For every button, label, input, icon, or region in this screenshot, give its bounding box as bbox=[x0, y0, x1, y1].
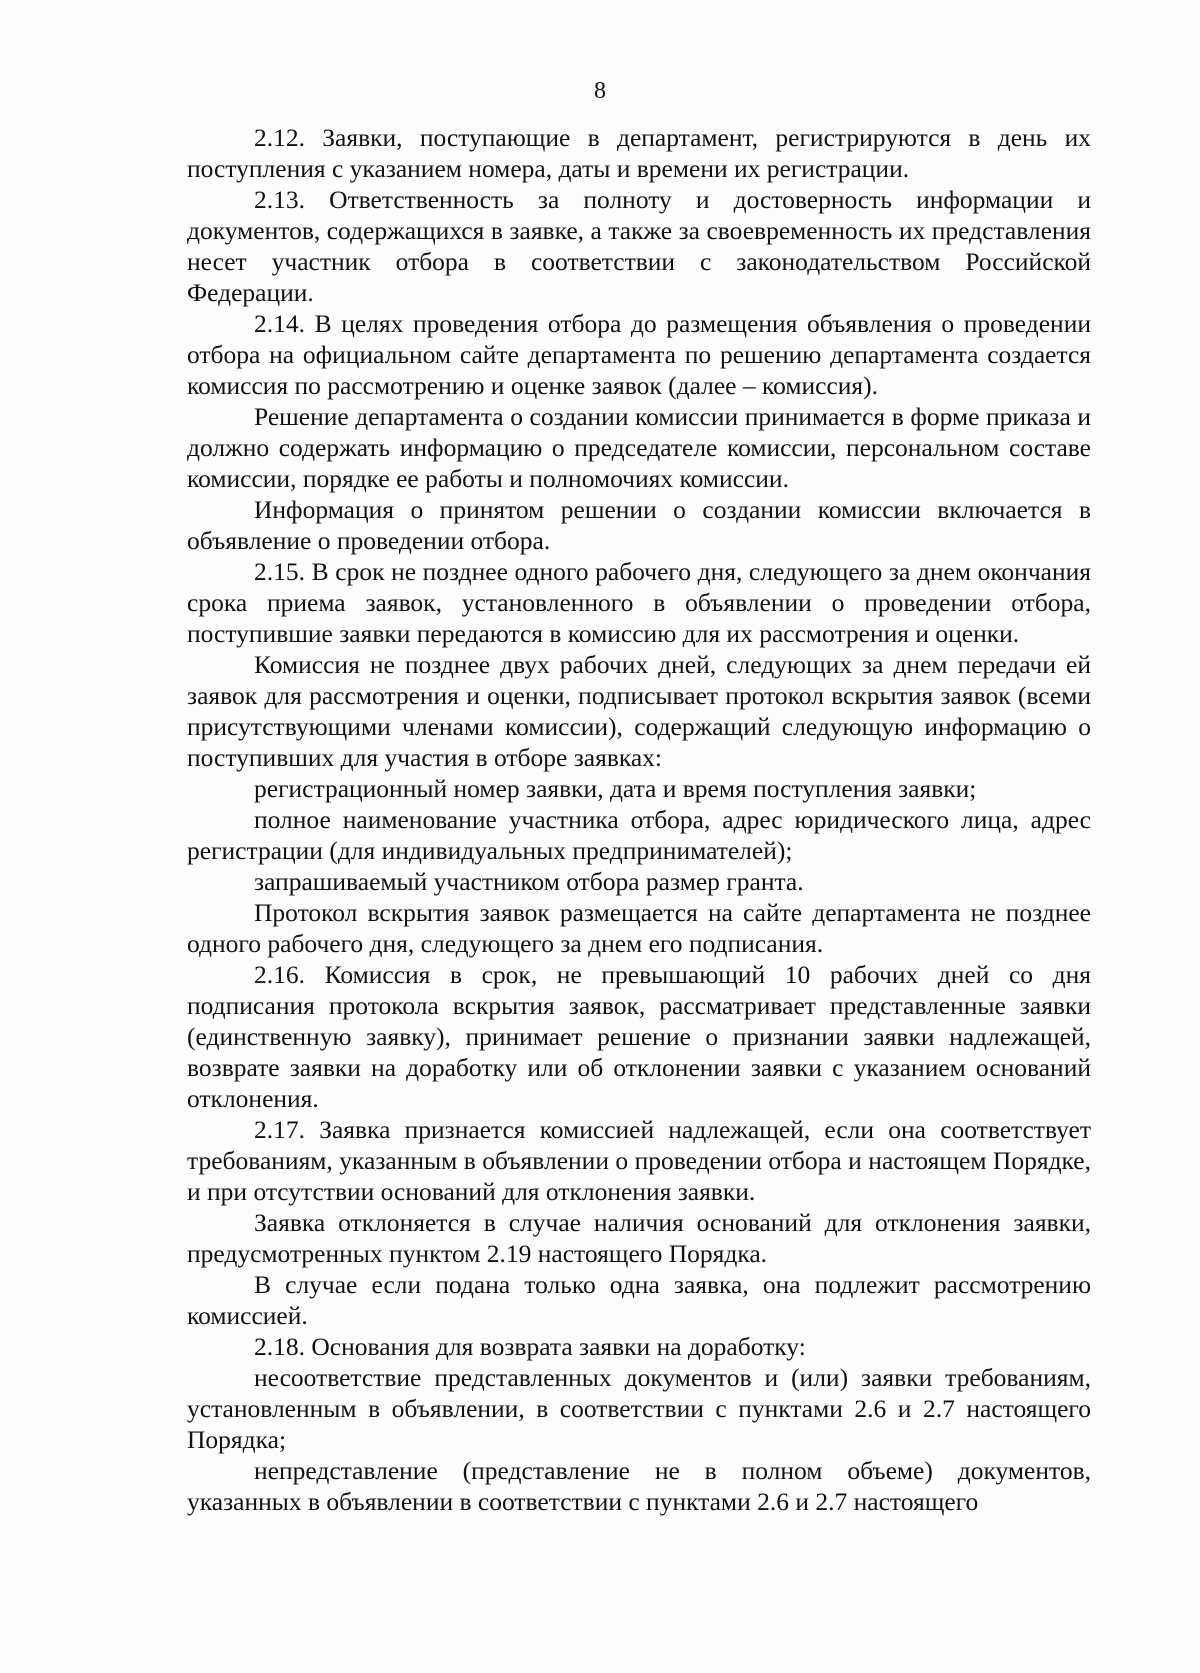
list-item: регистрационный номер заявки, дата и время поступления заявки; bbox=[254, 774, 977, 803]
paragraph: 2.16. Комиссия в срок, не превышающий 10 рабочих дней со дня подписания протокола вскрытия заявок, рассматривает представленные заявки (единственную заявку), принимает решение о признании заявки надлежащей, возврате заявки на доработку или об отклонении заявки с указанием оснований отклонения. bbox=[187, 960, 1091, 1113]
paragraph: Решение департамента о создании комиссии принимается в форме приказа и должно содержать информацию о председателе комиссии, персональном составе комиссии, порядке ее работы и полномочиях комиссии. bbox=[187, 402, 1091, 493]
paragraph: 2.17. Заявка признается комиссией надлежащей, если она соответствует требованиям, указанным в объявлении о проведении отбора и настоящем Порядке, и при отсутствии оснований для отклонения заявки. bbox=[187, 1115, 1091, 1206]
paragraph: 2.12. Заявки, поступающие в департамент, регистрируются в день их поступления с указанием номера, даты и времени их регистрации. bbox=[187, 123, 1091, 183]
paragraph: 2.18. Основания для возврата заявки на доработку: bbox=[254, 1332, 806, 1361]
paragraph: 2.15. В срок не позднее одного рабочего дня, следующего за днем окончания срока приема заявок, установленного в объявлении о проведении отбора, поступившие заявки передаются в комиссию для их рассмотрения и оценки. bbox=[187, 557, 1091, 648]
document-body bbox=[187, 122, 1091, 1517]
list-item: запрашиваемый участником отбора размер гранта. bbox=[254, 867, 804, 896]
paragraph: 2.14. В целях проведения отбора до размещения объявления о проведении отбора на официальном сайте департамента по решению департамента создается комиссия по рассмотрению и оценке заявок (далее – комиссия). bbox=[187, 309, 1091, 400]
paragraph: В случае если подана только одна заявка, она подлежит рассмотрению комиссией. bbox=[187, 1270, 1091, 1330]
list-item: полное наименование участника отбора, адрес юридического лица, адрес регистрации (для индивидуальных предпринимателей); bbox=[187, 805, 1091, 865]
paragraph: Информация о принятом решении о создании комиссии включается в объявление о проведении отбора. bbox=[187, 495, 1091, 555]
paragraph: Протокол вскрытия заявок размещается на сайте департамента не позднее одного рабочего дня, следующего за днем его подписания. bbox=[187, 898, 1091, 958]
list-item: несоответствие представленных документов и (или) заявки требованиям, установленным в объявлении, в соответствии с пунктами 2.6 и 2.7 настоящего Порядка; bbox=[187, 1363, 1091, 1454]
paragraph: Заявка отклоняется в случае наличия оснований для отклонения заявки, предусмотренных пунктом 2.19 настоящего Порядка. bbox=[187, 1208, 1091, 1268]
paragraph: 2.13. Ответственность за полноту и достоверность информации и документов, содержащихся в заявке, а также за своевременность их представления несет участник отбора в соответствии с законодательством Российской Федерации. bbox=[187, 185, 1091, 307]
page-number: 8 bbox=[594, 78, 606, 104]
list-item: непредставление (представление не в полном объеме) документов, указанных в объявлении в соответствии с пунктами 2.6 и 2.7 настоящего bbox=[187, 1456, 1091, 1516]
paragraph: Комиссия не позднее двух рабочих дней, следующих за днем передачи ей заявок для рассмотрения и оценки, подписывает протокол вскрытия заявок (всеми присутствующими членами комиссии), содержащий следующую информацию о поступивших для участия в отборе заявках: bbox=[187, 650, 1091, 772]
